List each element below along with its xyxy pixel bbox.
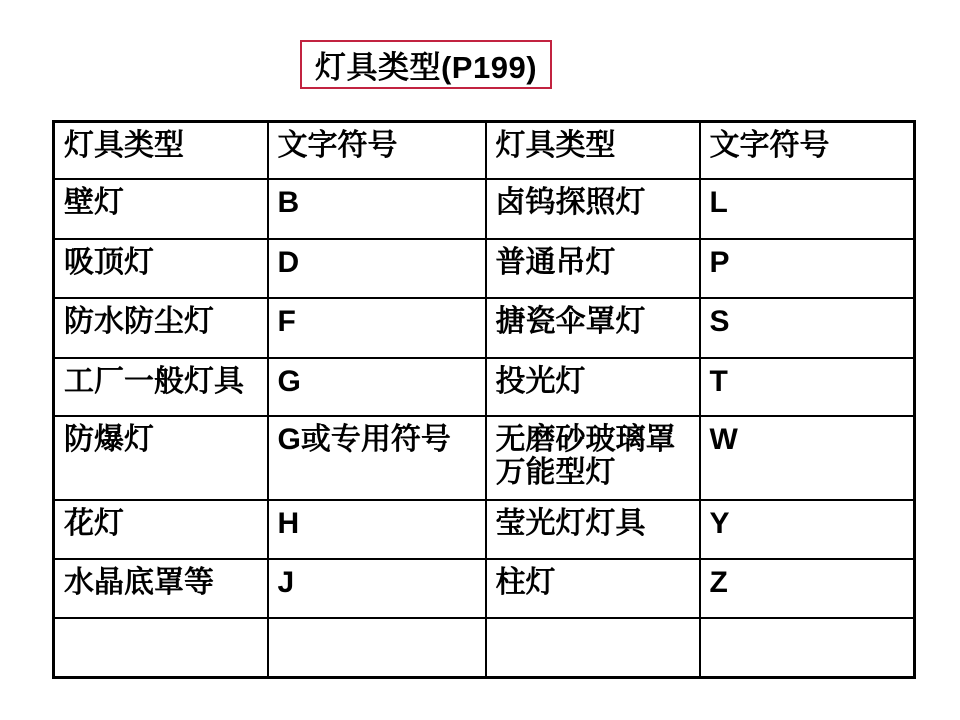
table-cell: S [700, 298, 915, 358]
table-cell: T [700, 358, 915, 416]
table-cell: 花灯 [54, 500, 268, 559]
table-cell: 工厂一般灯具 [54, 358, 268, 416]
table-cell: 壁灯 [54, 179, 268, 239]
table-row [54, 239, 915, 298]
table-cell: 卤钨探照灯 [486, 179, 700, 239]
table-cell [54, 618, 268, 678]
table-cell: 无磨砂玻璃罩万能型灯 [486, 416, 700, 500]
table-cell: G或专用符号 [268, 416, 486, 500]
table-cell: L [700, 179, 915, 239]
table-cell: 莹光灯灯具 [486, 500, 700, 559]
table-row [54, 358, 915, 416]
table-cell: G [268, 358, 486, 416]
table-row [54, 298, 915, 358]
slide-title: 灯具类型(P199) [314, 50, 538, 85]
slide-title-box [300, 40, 552, 89]
table-row-empty [54, 618, 915, 678]
table-cell: H [268, 500, 486, 559]
table-cell: 防爆灯 [54, 416, 268, 500]
table-cell: W [700, 416, 915, 500]
table-cell: 防水防尘灯 [54, 298, 268, 358]
table-cell: 搪瓷伞罩灯 [486, 298, 700, 358]
table-cell: J [268, 559, 486, 618]
table-header-row [54, 122, 915, 179]
table-cell: 柱灯 [486, 559, 700, 618]
column-header-lamp-type-right: 灯具类型 [486, 122, 700, 179]
table-cell: P [700, 239, 915, 298]
table-row [54, 179, 915, 239]
table-cell: 投光灯 [486, 358, 700, 416]
column-header-lamp-type-left: 灯具类型 [54, 122, 268, 179]
table-row [54, 559, 915, 618]
lamp-type-table [52, 120, 916, 679]
column-header-symbol-left: 文字符号 [268, 122, 486, 179]
table-cell: F [268, 298, 486, 358]
table-cell [700, 618, 915, 678]
table-cell [486, 618, 700, 678]
table-cell: B [268, 179, 486, 239]
table-cell [268, 618, 486, 678]
table-cell: 吸顶灯 [54, 239, 268, 298]
column-header-symbol-right: 文字符号 [700, 122, 915, 179]
table-row [54, 500, 915, 559]
table-cell: 水晶底罩等 [54, 559, 268, 618]
table-row [54, 416, 915, 500]
table-cell: Y [700, 500, 915, 559]
table-cell: 普通吊灯 [486, 239, 700, 298]
table-cell: Z [700, 559, 915, 618]
table-cell: D [268, 239, 486, 298]
